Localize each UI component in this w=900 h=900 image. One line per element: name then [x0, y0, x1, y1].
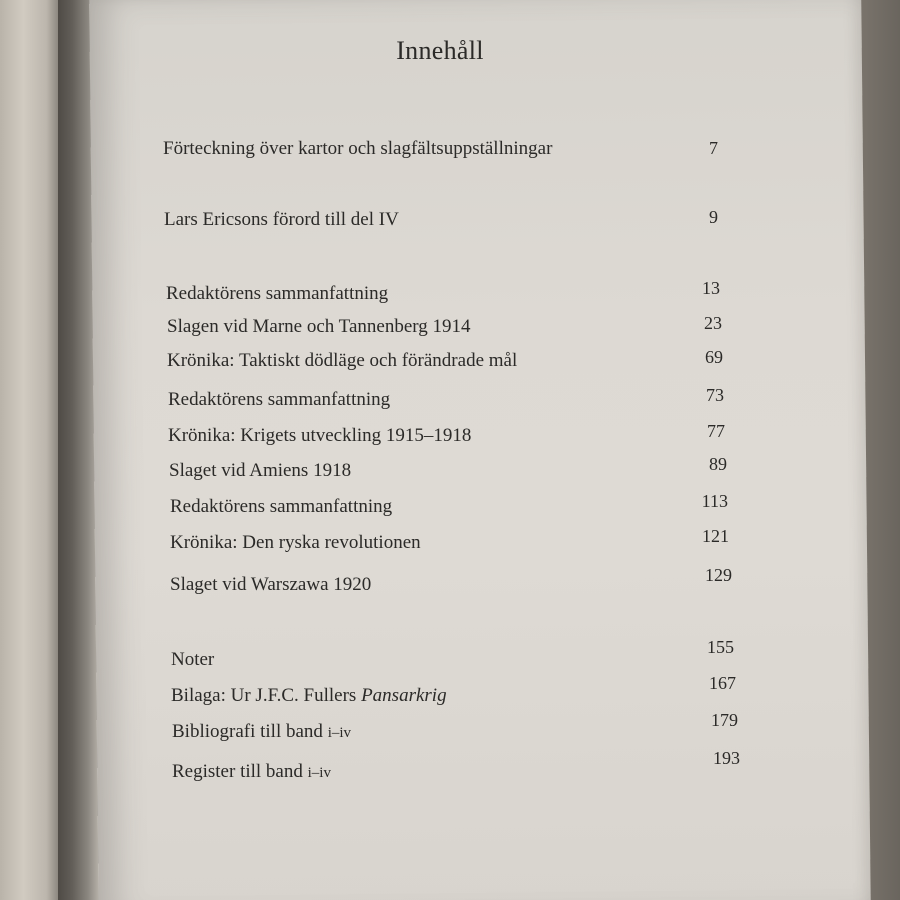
toc-page-number: 77 — [707, 421, 725, 441]
toc-page-number: 23 — [704, 313, 722, 333]
toc-entry: Slaget vid Amiens 1918 — [169, 460, 352, 481]
toc-page-number: 113 — [701, 491, 728, 511]
toc-page-number: 13 — [702, 278, 720, 298]
toc-page-number: 179 — [711, 710, 738, 730]
page-title: Innehåll — [396, 36, 484, 65]
toc-page-number: 7 — [709, 138, 718, 158]
toc-page-number: 121 — [702, 526, 729, 546]
toc-page-number: 129 — [705, 565, 732, 585]
toc-entry: Register till band i–iv — [172, 761, 331, 782]
toc-entry: Bibliografi till band i–iv — [172, 721, 352, 742]
toc-page-number: 73 — [706, 385, 724, 405]
toc-entry: Redaktörens sammanfattning — [168, 389, 391, 410]
toc-entry: Krönika: Krigets utveckling 1915–1918 — [168, 425, 472, 446]
toc-entry: Redaktörens sammanfattning — [166, 283, 389, 304]
toc-entry: Krönika: Den ryska revolutionen — [170, 532, 421, 553]
toc-page-number: 9 — [709, 207, 718, 227]
toc-entry: Noter — [171, 649, 215, 670]
toc-page-number: 89 — [709, 454, 727, 474]
toc-entry: Slaget vid Warszawa 1920 — [170, 574, 372, 595]
toc-page-number: 69 — [705, 347, 723, 367]
toc-entry: Förteckning över kartor och slagfältsuppställningar — [163, 138, 553, 159]
toc-page-number: 167 — [709, 673, 736, 693]
toc-entry: Redaktörens sammanfattning — [170, 496, 393, 517]
toc-entry: Krönika: Taktiskt dödläge och förändrade mål — [167, 350, 518, 371]
toc-entry: Bilaga: Ur J.F.C. Fullers Pansarkrig — [171, 685, 447, 706]
toc-page-number: 155 — [707, 637, 734, 657]
toc-entry: Slagen vid Marne och Tannenberg 1914 — [167, 316, 471, 337]
toc-entry: Lars Ericsons förord till del IV — [164, 209, 399, 230]
toc-page-number: 193 — [713, 748, 740, 768]
